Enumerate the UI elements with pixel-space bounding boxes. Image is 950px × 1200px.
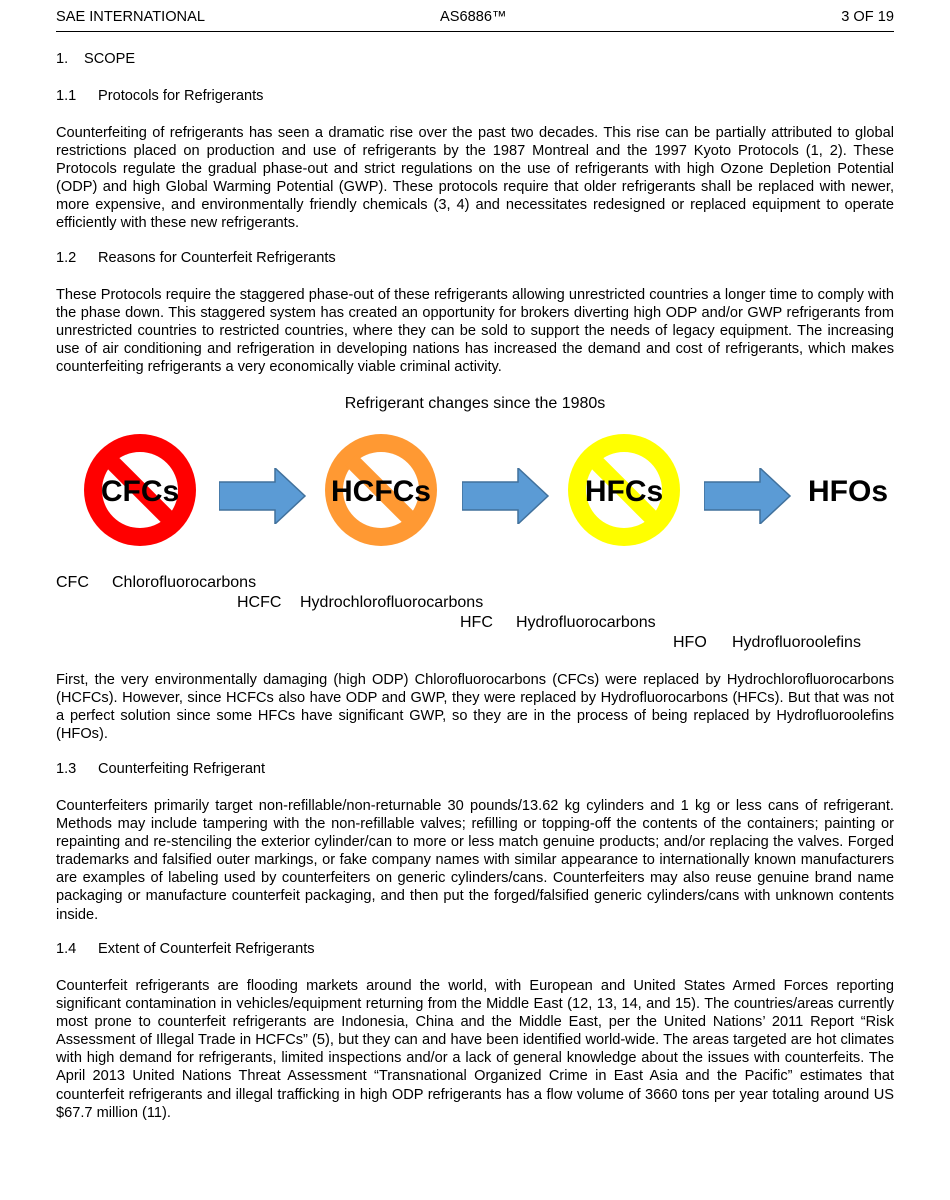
hfcs-prohibited-node [564, 430, 684, 550]
hfos-label: HFOs [808, 475, 889, 508]
section-1-1-heading: 1.1 Protocols for Refrigerants [56, 88, 264, 104]
header-org: SAE INTERNATIONAL [56, 9, 205, 25]
hfcs-label: HFCs [584, 475, 664, 508]
diagram-title: Refrigerant changes since the 1980s [344, 395, 606, 412]
paragraph-refrigerant-history: First, the very environmentally damaging (high ODP) Chlorofluorocarbons (CFCs) were replaced by Hydrochlorofluorocarbons (HCFCs). However, since HCFCs also have ODP and GWP, they were replaced by Hydrofluorocarbons (HFCs). But that was not a perfect solution since some HFCs have significant GWP, so they are in the process of being replaced by Hydrofluoroolefins (HFOs). [56, 672, 894, 743]
header-doc-number: AS6886™ [440, 9, 507, 25]
cfcs-prohibited-node [80, 430, 200, 550]
hcfcs-prohibited-node [321, 430, 441, 550]
paragraph-protocols: Counterfeiting of refrigerants has seen a dramatic rise over the past two decades. This rise can be partially attributed to global restrictions placed on production and use of refrigerants by the 1987 Montreal and the 1997 Kyoto Protocols (1, 2). These Protocols regulate the gradual phase-out and strict regulations on the use of refrigerants with high Ozone Depletion Potential (ODP) and high Global Warming Potential (GWP). These protocols require that older refrigerants shall be replaced with newer, more expensive, and environmentally friendly chemicals (3, 4) and necessitates redesigned or replaced equipment to operate efficiently with these new refrigerants. [56, 125, 894, 232]
section-1-2-heading: 1.2 Reasons for Counterfeit Refrigerants [56, 250, 336, 266]
arrow-right-icon [219, 468, 307, 524]
arrow-right-icon [462, 468, 550, 524]
abbreviation-hfo: HFO Hydrofluoroolefins [673, 634, 861, 651]
abbreviation-hfc: HFC Hydrofluorocarbons [460, 614, 656, 631]
abbreviation-cfc: CFC Chlorofluorocarbons [56, 574, 257, 591]
hcfcs-label: HCFCs [330, 475, 431, 508]
page-header [56, 9, 894, 32]
paragraph-extent: Counterfeit refrigerants are flooding markets around the world, with European and United States Armed Forces reporting significant contamination in vehicles/equipment returning from the Middle East (12, 13, 14, and 15). The countries/areas currently most prone to counterfeit refrigerants are Indonesia, China and the Middle East, per the United Nations’ 2011 Report “Risk Assessment of Illegal Trade in HCFCs” (5), but they can and have been identified world-wide. The areas targeted are hot climates with high demand for refrigerants, limited inspections and/or a lack of general knowledge about the issues with counterfeits. The April 2013 United Nations Threat Assessment “Transnational Organized Crime in East Asia and the Pacific” estimates that counterfeit refrigerants and illegal trafficking in high ODP refrigerants has a flow volume of 3660 tons per year totaling around US $67.7 million (11). [56, 978, 894, 1121]
paragraph-reasons: These Protocols require the staggered phase-out of these refrigerants allowing unrestricted countries a longer time to comply with the phase down. This staggered system has created an opportunity for brokers diverting high ODP and/or GWP refrigerants from unrestricted countries to restricted countries, where they can be sold to support the needs of legacy equipment. The increasing use of air conditioning and refrigeration in developing nations has increased the demand and cost of refrigerants, which makes counterfeiting refrigerants a very economically viable criminal activity. [56, 287, 894, 376]
arrow-right-icon [704, 468, 792, 524]
paragraph-counterfeiting: Counterfeiters primarily target non-refillable/non-returnable 30 pounds/13.62 kg cylinders and 1 kg or less cans of refrigerant. Methods may include tampering with the non-refillable valves; refilling or topping-off the contents of the containers; painting or repainting and re-stenciling the exterior cylinder/can to more or less match genuine products; and/or replacing the valves. Forged trademarks and falsified outer markings, or fake company names with similar appearance to internationally known manufacturers are examples of labeling used by counterfeiters on generic cylinders/cans. Counterfeiters may also reuse genuine brand name packaging or manufacture counterfeit packaging, and then put the forged/falsified generic cylinders/cans with unknown contents inside. [56, 798, 894, 923]
section-1-3-heading: 1.3 Counterfeiting Refrigerant [56, 761, 266, 777]
section-1-4-heading: 1.4 Extent of Counterfeit Refrigerants [56, 941, 315, 957]
cfcs-label: CFCs [100, 475, 180, 508]
header-page-number: 3 OF 19 [841, 9, 894, 25]
abbreviation-hcfc: HCFC Hydrochlorofluorocarbons [237, 594, 484, 611]
section-1-heading: 1. SCOPE [56, 51, 136, 67]
